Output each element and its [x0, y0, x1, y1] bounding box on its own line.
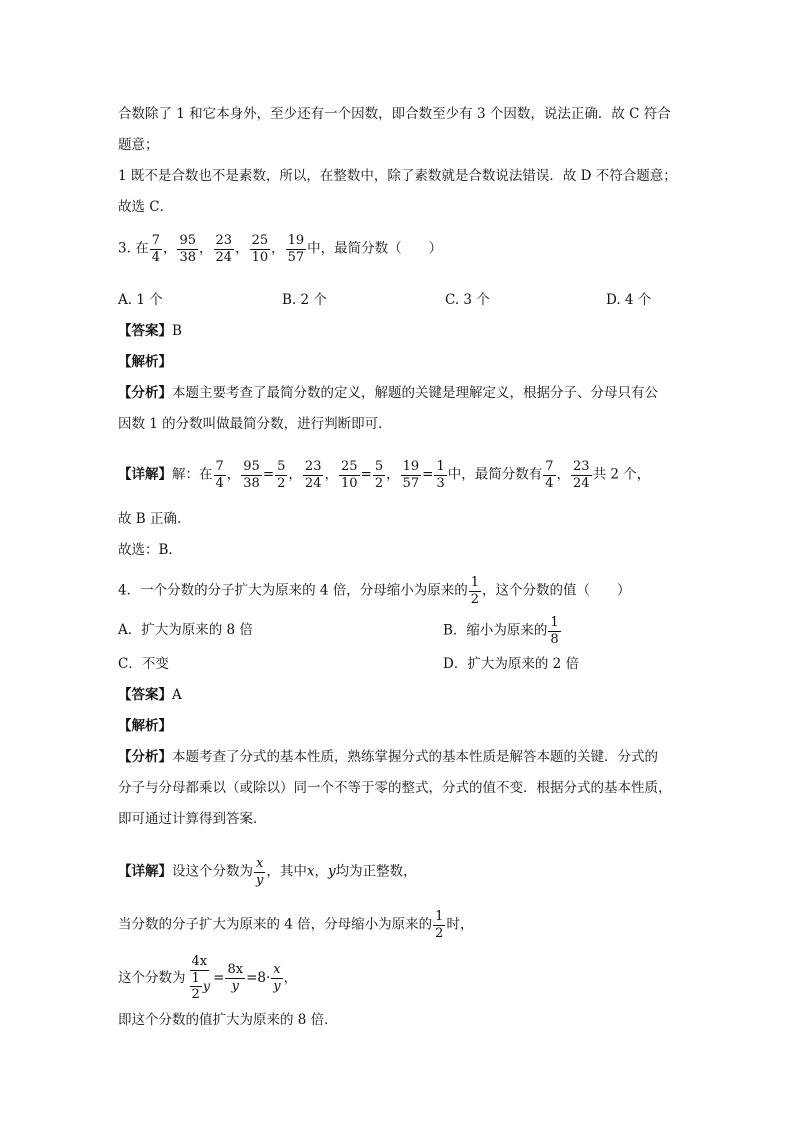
analysis-text: 【分析】本题考查了分式的基本性质，熟练掌握分式的基本性质是解答本题的关键．分式的 — [118, 749, 658, 765]
text-line: 故选：B． — [118, 542, 182, 558]
stem-text: 中，最简分数（ ） — [307, 240, 443, 257]
fraction: $\frac{1}{2}$ — [470, 575, 480, 607]
option-c: C．不变 — [118, 656, 169, 672]
fraction: $\frac{1}{2}$ — [191, 970, 200, 1003]
fraction: $\frac{7}{4}$ — [151, 233, 160, 265]
option-a: A．扩大为原来的 8 倍 — [118, 622, 253, 638]
question-4-stem: 4．一个分数的分子扩大为原来的 4 倍，分母缩小为原来的 $\frac{1}{2}$ ，这个分数的值（ ） — [118, 575, 631, 607]
text-line: 故 B 正确． — [118, 511, 191, 527]
option-b: B. 2 个 — [282, 292, 327, 308]
fraction: $\frac{5}{2}$ — [277, 459, 286, 491]
question-number: 3. — [118, 240, 131, 257]
fraction: $\frac{x}{y}$ — [256, 856, 264, 888]
fraction: $\frac{23}{24}$ — [304, 459, 322, 491]
fraction: $\frac{25}{10}$ — [251, 233, 269, 265]
analysis-text: 即可通过计算得到答案． — [118, 811, 267, 827]
equation-line: 这个分数为 4x $\frac{1}{2}$ y = $\frac{8x}{y}$ =8· $\frac{x}{y}$ ， — [118, 954, 298, 1003]
fraction: $\frac{1}{8}$ — [550, 615, 559, 647]
fraction: $\frac{19}{57}$ — [287, 233, 305, 265]
fraction: $\frac{5}{2}$ — [374, 459, 384, 491]
fraction: $\frac{x}{y}$ — [273, 962, 281, 994]
fraction: $\frac{25}{10}$ — [340, 459, 358, 491]
text-line: 故选 C． — [118, 199, 174, 215]
analysis-label: 【解析】 — [118, 354, 172, 370]
text-line: 题意； — [118, 137, 159, 153]
detail-line: 当分数的分子扩大为原来的 4 倍，分母缩小为原来的 $\frac{1}{2}$ 时， — [118, 909, 474, 941]
fraction: $\frac{23}{24}$ — [573, 459, 590, 491]
analysis-text: 【分析】本题主要考查了最简分数的定义，解题的关键是理解定义，根据分子、分母只有公 — [118, 385, 658, 401]
answer-line: 【答案】B — [118, 323, 182, 339]
detail-line: 【详解】解：在 $\frac{7}{4}$ ， $\frac{95}{38}$ = $\frac{5}{2}$ ， $\frac{23}{24}$ ， $\frac{25}{10}$ = $\frac{5}{2}$ ， $\frac{19}{57}$ = $\frac{1}{3}$ 中，最简分数有 $\frac{7}{4}$ ， $\frac{23}{24}$ 共 2 个， — [118, 459, 651, 491]
fraction: $\frac{7}{4}$ — [545, 459, 554, 491]
fraction: $\frac{7}{4}$ — [215, 459, 224, 491]
fraction: $\frac{95}{38}$ — [179, 233, 197, 265]
option-d: D. 4 个 — [606, 292, 652, 308]
stem-text: 在 — [135, 240, 149, 257]
fraction: $\frac{8x}{y}$ — [227, 962, 244, 994]
fraction: $\frac{23}{24}$ — [215, 233, 233, 265]
analysis-label: 【解析】 — [118, 718, 172, 734]
analysis-text: 因数 1 的分数叫做最简分数，进行判断即可． — [118, 416, 392, 432]
fraction: $\frac{1}{2}$ — [435, 909, 444, 941]
analysis-text: 分子与分母都乘以（或除以）同一个不等于零的整式，分式的值不变．根据分式的基本性质， — [118, 780, 672, 796]
detail-line: 【详解】设这个分数为 $\frac{x}{y}$ ，其中x，y均为正整数， — [118, 856, 417, 888]
option-a: A. 1 个 — [118, 292, 163, 308]
text-line: 合数除了 1 和它本身外，至少还有一个因数，即合数至少有 3 个因数，说法正确．故 C 符合 — [118, 106, 671, 122]
fraction: $\frac{19}{57}$ — [402, 459, 420, 491]
text-line: 1 既不是合数也不是素数，所以，在整数中，除了素数就是合数说法错误．故 D 不符合题意； — [118, 168, 677, 184]
compound-fraction: 4x $\frac{1}{2}$ y — [191, 954, 211, 1003]
option-b: B．缩小为原来的 $\frac{1}{8}$ — [443, 615, 559, 647]
question-3-stem: 3. 在 $\frac{7}{4}$ ， $\frac{95}{38}$ ， $\frac{23}{24}$ ， $\frac{25}{10}$ ， $\frac{19}{57}$ 中，最简分数（ ） — [118, 233, 443, 265]
option-c: C. 3 个 — [445, 292, 490, 308]
option-d: D．扩大为原来的 2 倍 — [443, 656, 579, 672]
fraction: $\frac{95}{38}$ — [243, 459, 260, 491]
answer-line: 【答案】A — [118, 687, 182, 703]
fraction: $\frac{1}{3}$ — [436, 459, 445, 491]
text-line: 即这个分数的值扩大为原来的 8 倍． — [118, 1012, 338, 1028]
